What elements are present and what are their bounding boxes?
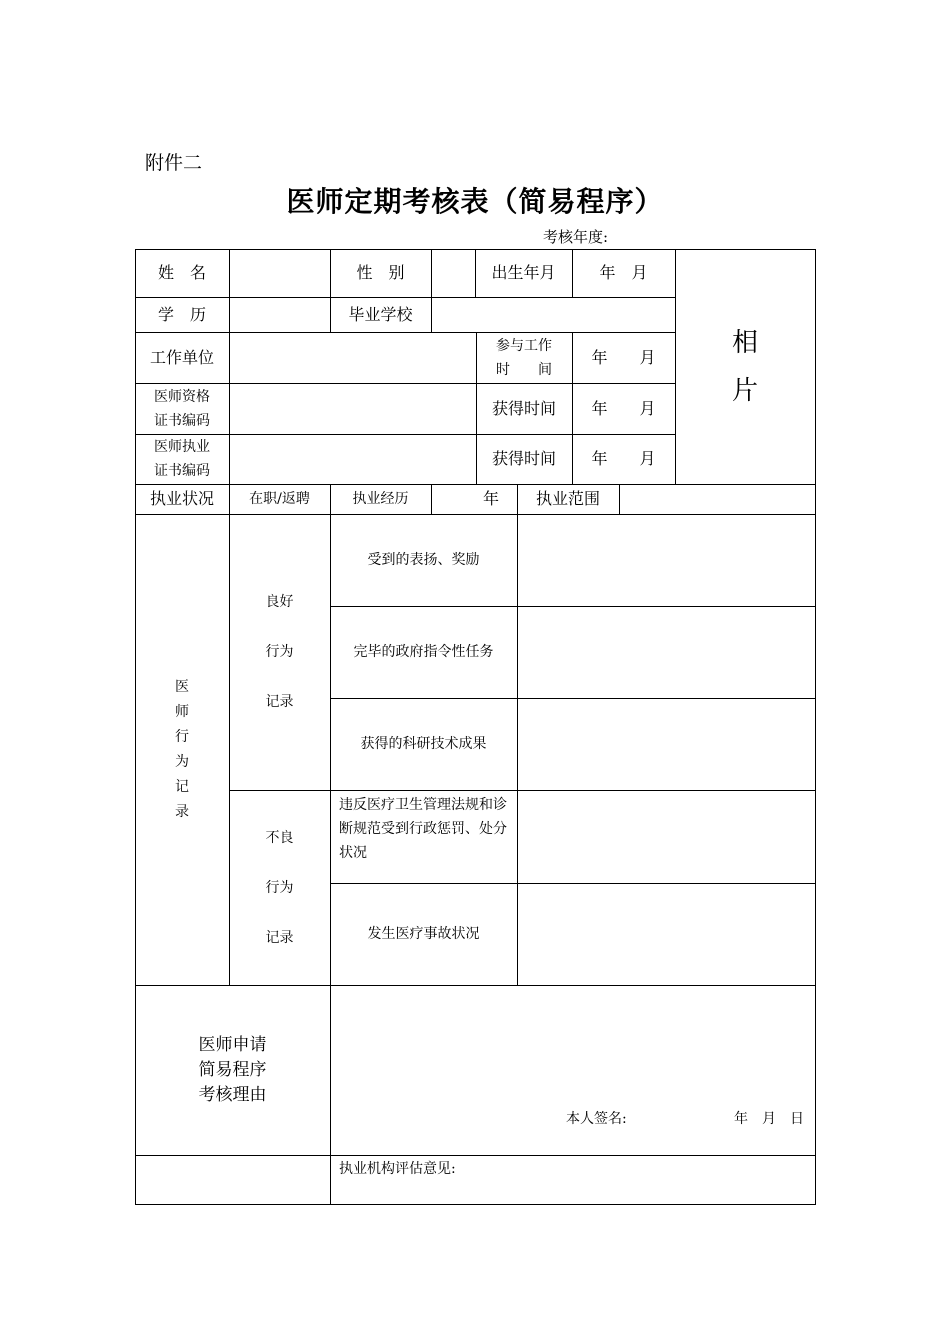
qual-cert-label-line1: 医师资格 (154, 388, 210, 405)
practice-obtain-field[interactable]: 年 月 (591, 449, 656, 468)
birth-label: 出生年月 (491, 263, 556, 282)
qual-cert-label-line2: 证书编码 (154, 412, 210, 429)
grid-line (815, 249, 816, 1205)
qual-cert-field[interactable] (229, 383, 476, 434)
good-record-line: 行为 (265, 644, 294, 660)
qual-cert-label (135, 383, 229, 434)
name-field[interactable] (229, 249, 330, 297)
task-label: 完毕的政府指令性任务 (353, 644, 494, 660)
behavior-char: 录 (175, 803, 189, 820)
behavior-char: 为 (175, 753, 189, 770)
birth-field[interactable]: 年 月 (599, 263, 648, 282)
gender-field[interactable] (431, 249, 475, 297)
bad-record-line: 不良 (265, 829, 294, 846)
practice-cert-label-line2: 证书编码 (154, 463, 210, 479)
accident-field[interactable] (517, 883, 815, 985)
page-title: 医师定期考核表（简易程序） (286, 185, 664, 218)
photo-label-2: 片 (731, 376, 758, 406)
reason-line: 医师申请 (198, 1034, 267, 1055)
good-record-line: 记录 (265, 694, 294, 710)
exam-year-label: 考核年度: (543, 228, 609, 246)
education-label: 学 历 (157, 304, 206, 324)
attachment-label: 附件二 (145, 152, 203, 174)
bad-record-label (229, 790, 330, 985)
reason-line: 简易程序 (198, 1059, 267, 1080)
scope-field[interactable] (619, 484, 815, 514)
join-work-field[interactable]: 年 月 (591, 347, 656, 367)
bad-record-line: 行为 (265, 879, 294, 896)
scope-label: 执业范围 (535, 489, 600, 508)
award-field[interactable] (517, 514, 815, 606)
signature-date: 年 月 日 (734, 1111, 804, 1127)
qual-obtain-field[interactable]: 年 月 (591, 398, 656, 418)
signature-label: 本人签名: (566, 1111, 627, 1127)
join-work-label-line1: 参与工作 (496, 337, 552, 354)
good-record-label (229, 514, 330, 790)
gender-label: 性 别 (356, 263, 405, 282)
behavior-char: 行 (175, 728, 189, 745)
violation-label: 违反医疗卫生管理法规和诊断规范受到行政惩罚、处分状况 (339, 797, 507, 861)
behavior-char: 师 (175, 703, 189, 720)
practice-obtain-label: 获得时间 (491, 449, 556, 468)
institution-opinion-field[interactable] (331, 1180, 815, 1204)
violation-field[interactable] (517, 790, 815, 883)
photo-area[interactable] (675, 249, 815, 484)
qual-obtain-label: 获得时间 (491, 398, 556, 418)
practice-cert-field[interactable] (229, 434, 476, 484)
status-label: 执业状况 (149, 489, 214, 508)
behavior-char: 记 (175, 778, 189, 795)
research-field[interactable] (517, 698, 815, 790)
school-field[interactable] (431, 297, 675, 332)
award-label: 受到的表扬、奖励 (367, 552, 480, 568)
grid-line (135, 1204, 816, 1205)
work-unit-label: 工作单位 (149, 347, 214, 367)
accident-label: 发生医疗事故状况 (367, 926, 480, 942)
good-record-line: 良好 (265, 594, 294, 610)
practice-cert-label-line1: 医师执业 (154, 439, 210, 455)
reason-label (135, 985, 330, 1155)
institution-left-cell (136, 1156, 330, 1204)
task-field[interactable] (517, 606, 815, 698)
experience-label: 执业经历 (352, 491, 409, 507)
photo-label-1: 相 (731, 328, 758, 358)
name-label: 姓 名 (157, 263, 206, 282)
practice-cert-label (135, 434, 229, 484)
research-label: 获得的科研技术成果 (360, 736, 487, 752)
bad-record-line: 记录 (265, 929, 294, 946)
join-work-label (476, 332, 572, 383)
experience-field[interactable]: 年 (482, 489, 499, 508)
work-unit-field[interactable] (229, 332, 476, 383)
join-work-label-line2: 时 间 (496, 361, 552, 378)
status-field[interactable]: 在职/返聘 (249, 491, 310, 507)
behavior-record-label (135, 514, 229, 985)
school-label: 毕业学校 (348, 304, 413, 324)
reason-line: 考核理由 (198, 1084, 267, 1105)
institution-opinion-label: 执业机构评估意见: (339, 1161, 456, 1177)
education-field[interactable] (229, 297, 330, 332)
behavior-char: 医 (175, 678, 189, 695)
